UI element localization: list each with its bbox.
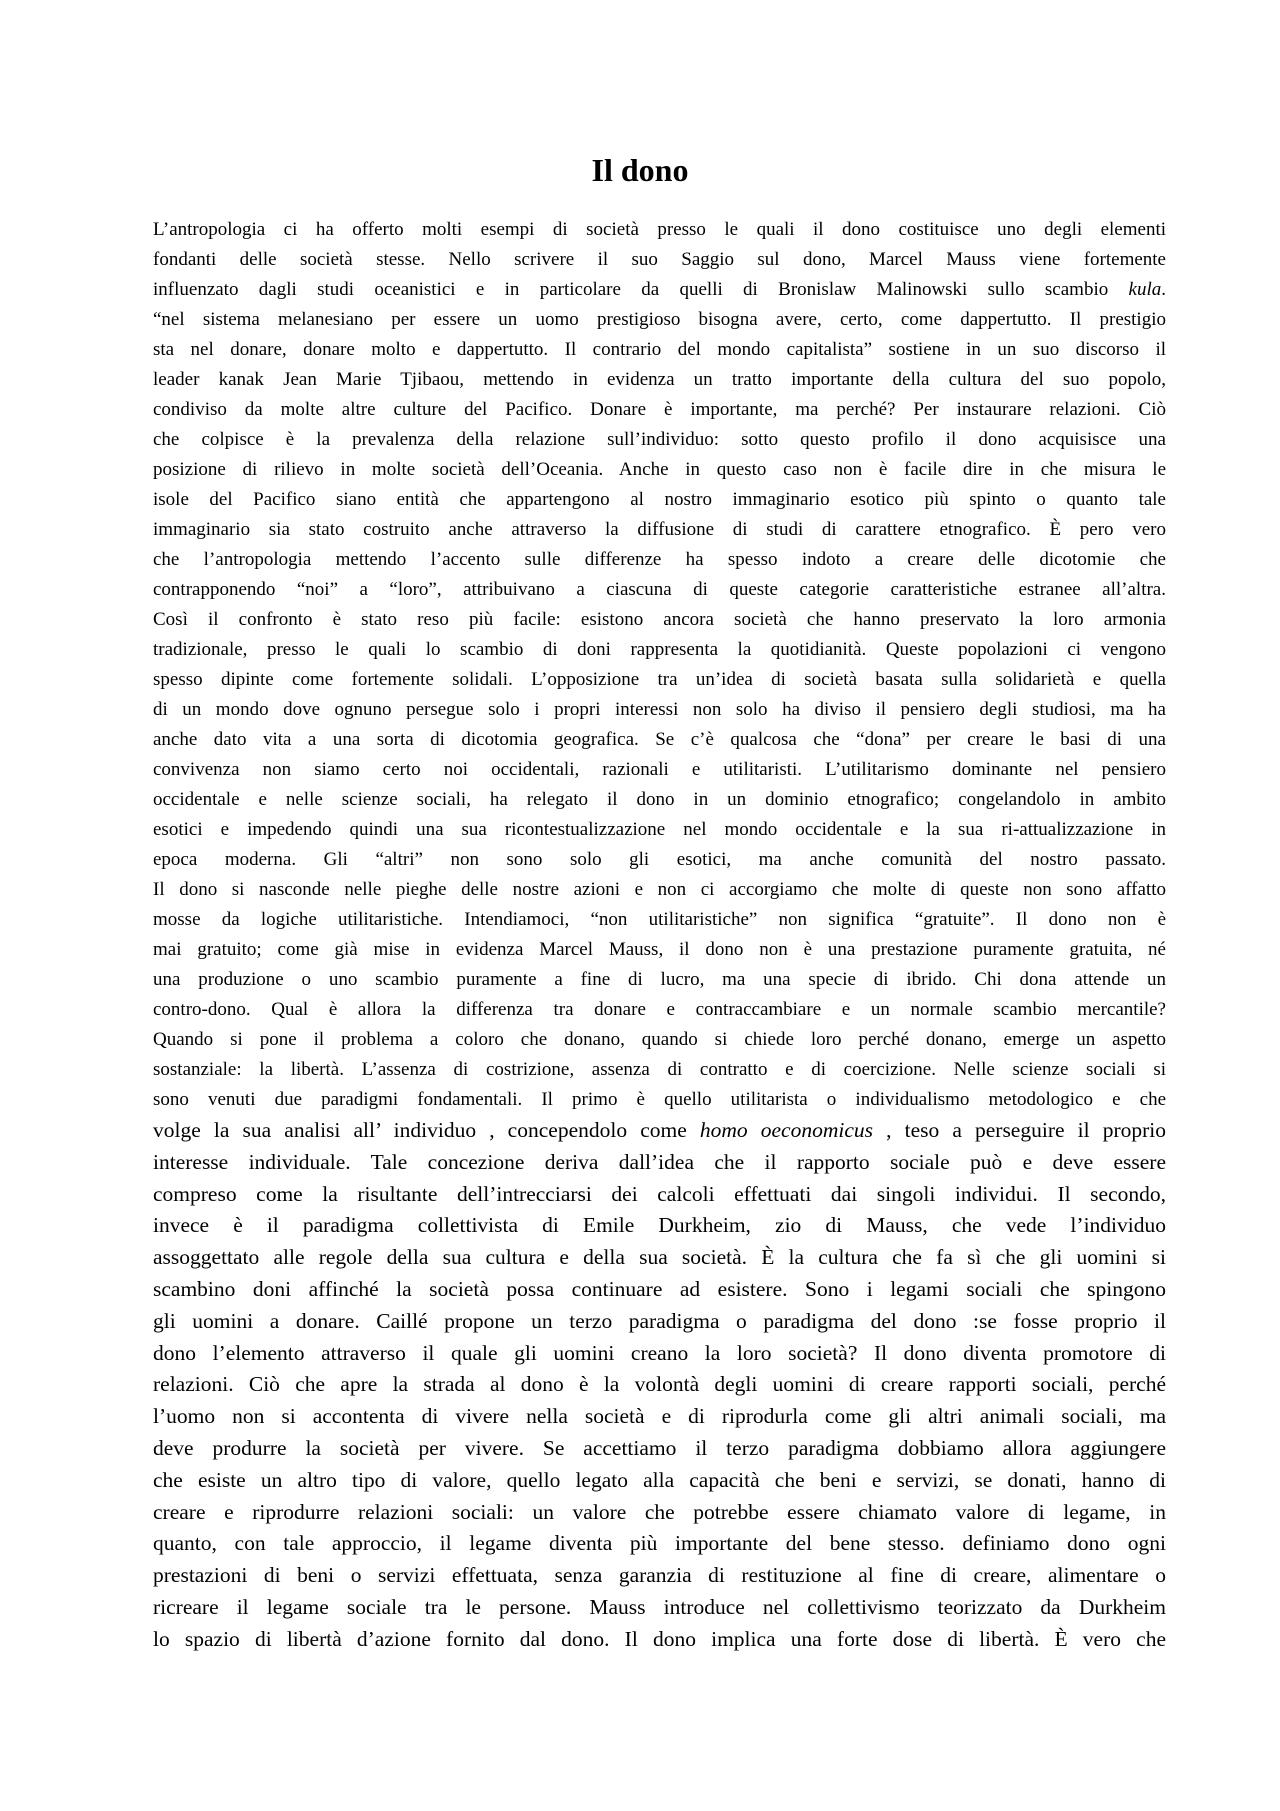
text-line: compreso come la risultante dell’intrecciarsi dei calcoli effettuati dai singoli individui. Il secondo, — [153, 1181, 1166, 1206]
text-segment: influenzato dagli studi oceanistici e in particolare da quelli di Bronislaw Malinowski sullo scambio — [153, 279, 1129, 300]
text-line: isole del Pacifico siano entità che appartengono al nostro immaginario esotico più spinto o quanto tale — [153, 489, 1166, 510]
document-body — [153, 215, 1166, 1656]
text-line: sta nel donare, donare molto e dappertutto. Il contrario del mondo capitalista” sostiene in un suo discorso il — [153, 339, 1166, 360]
text-line: spesso dipinte come fortemente solidali. L’opposizione tra un’idea di società basata sulla solidarietà e quella — [153, 669, 1166, 690]
text-line: L’antropologia ci ha offerto molti esempi di società presso le quali il dono costituisce uno degli elementi — [153, 219, 1166, 240]
text-line — [153, 275, 1166, 305]
text-line — [153, 1115, 1166, 1147]
text-line: leader kanak Jean Marie Tjibaou, mettendo in evidenza un tratto importante della cultura del suo popolo, — [153, 369, 1166, 390]
text-segment: . — [1161, 279, 1166, 300]
text-line: Quando si pone il problema a coloro che donano, quando si chiede loro perché donano, emerge un aspetto — [153, 1029, 1166, 1050]
text-line: di un mondo dove ognuno persegue solo i propri interessi non solo ha diviso il pensiero degli studiosi, ma ha — [153, 699, 1166, 720]
text-line: creare e riprodurre relazioni sociali: un valore che potrebbe essere chiamato valore di legame, in — [153, 1499, 1166, 1524]
text-line: assoggettato alle regole della sua cultura e della sua società. È la cultura che fa sì che gli uomini si — [153, 1245, 1166, 1270]
text-line: anche dato vita a una sorta di dicotomia geografica. Se c’è qualcosa che “dona” per creare le basi di una — [153, 729, 1166, 750]
text-line: epoca moderna. Gli “altri” non sono solo gli esotici, ma anche comunità del nostro passato. — [153, 849, 1166, 870]
text-line: Così il confronto è stato reso più facile: esistono ancora società che hanno preservato la loro armonia — [153, 609, 1166, 630]
text-line: che colpisce è la prevalenza della relazione sull’individuo: sotto questo profilo il dono acquisisce una — [153, 429, 1166, 450]
text-line: deve produrre la società per vivere. Se accettiamo il terzo paradigma dobbiamo allora aggiungere — [153, 1435, 1166, 1460]
text-line: mai gratuito; come già mise in evidenza Marcel Mauss, il dono non è una prestazione puramente gratuita, né — [153, 939, 1166, 960]
text-segment: , teso a perseguire il proprio — [873, 1118, 1166, 1142]
italic-term: kula — [1128, 279, 1162, 300]
text-line: tradizionale, presso le quali lo scambio di doni rappresenta la quotidianità. Queste popolazioni ci vengono — [153, 639, 1166, 660]
text-line: esotici e impedendo quindi una sua ricontestualizzazione nel mondo occidentale e la sua ri-attualizzazione in — [153, 819, 1166, 840]
text-line: quanto, con tale approccio, il legame diventa più importante del bene stesso. definiamo dono ogni — [153, 1531, 1166, 1556]
italic-term: homo oeconomicus — [699, 1118, 873, 1142]
text-line: sostanziale: la libertà. L’assenza di costrizione, assenza di contratto e di coercizione. Nelle scienze sociali si — [153, 1059, 1166, 1080]
text-line: prestazioni di beni o servizi effettuata, senza garanzia di restituzione al fine di creare, alimentare o — [153, 1563, 1166, 1588]
text-line: convivenza non siamo certo noi occidentali, razionali e utilitaristi. L’utilitarismo dominante nel pensiero — [153, 759, 1166, 780]
text-line: lo spazio di libertà d’azione fornito dal dono. Il dono implica una forte dose di libertà. È vero che — [153, 1626, 1166, 1651]
text-line: Il dono si nasconde nelle pieghe delle nostre azioni e non ci accorgiamo che molte di queste non sono affatto — [153, 879, 1166, 900]
text-line: l’uomo non si accontenta di vivere nella società e di riprodurla come gli altri animali sociali, ma — [153, 1404, 1166, 1429]
text-line: sono venuti due paradigmi fondamentali. Il primo è quello utilitarista o individualismo metodologico e che — [153, 1089, 1166, 1110]
text-line: immaginario sia stato costruito anche attraverso la diffusione di studi di carattere etnografico. È pero vero — [153, 519, 1166, 540]
text-line: che esiste un altro tipo di valore, quello legato alla capacità che beni e servizi, se donati, hanno di — [153, 1467, 1166, 1492]
text-line: relazioni. Ciò che apre la strada al dono è la volontà degli uomini di creare rapporti sociali, perché — [153, 1372, 1166, 1397]
text-segment: volge la sua analisi all’ individuo , concependolo come — [153, 1118, 700, 1142]
text-line: invece è il paradigma collettivista di Emile Durkheim, zio di Mauss, che vede l’individuo — [153, 1213, 1166, 1238]
document-title: Il dono — [591, 152, 689, 188]
text-line: interesse individuale. Tale concezione deriva dall’idea che il rapporto sociale può e deve essere — [153, 1149, 1166, 1174]
text-line: fondanti delle società stesse. Nello scrivere il suo Saggio sul dono, Marcel Mauss viene fortemente — [153, 249, 1166, 270]
text-line: una produzione o uno scambio puramente a fine di lucro, ma una specie di ibrido. Chi dona attende un — [153, 969, 1166, 990]
text-line: gli uomini a donare. Caillé propone un terzo paradigma o paradigma del dono :se fosse proprio il — [153, 1308, 1166, 1333]
text-line: che l’antropologia mettendo l’accento sulle differenze ha spesso indoto a creare delle dicotomie che — [153, 549, 1166, 570]
text-line: contrapponendo “noi” a “loro”, attribuivano a ciascuna di queste categorie caratteristiche estranee all’altra. — [153, 579, 1166, 600]
text-line: contro-dono. Qual è allora la differenza tra donare e contraccambiare e un normale scambio mercantile? — [153, 999, 1166, 1020]
text-line: posizione di rilievo in molte società dell’Oceania. Anche in questo caso non è facile dire in che misura le — [153, 459, 1166, 480]
text-line: dono l’elemento attraverso il quale gli uomini creano la loro società? Il dono diventa promotore di — [153, 1340, 1166, 1365]
text-line: condiviso da molte altre culture del Pacifico. Donare è importante, ma perché? Per instaurare relazioni. Ciò — [153, 399, 1166, 420]
text-line: mosse da logiche utilitaristiche. Intendiamoci, “non utilitaristiche” non significa “gratuite”. Il dono non è — [153, 909, 1166, 930]
text-line: occidentale e nelle scienze sociali, ha relegato il dono in un dominio etnografico; congelandolo in ambito — [153, 789, 1166, 810]
text-line: ricreare il legame sociale tra le persone. Mauss introduce nel collettivismo teorizzato da Durkheim — [153, 1594, 1166, 1619]
text-line: scambino doni affinché la società possa continuare ad esistere. Sono i legami sociali che spingono — [153, 1276, 1166, 1301]
text-line: “nel sistema melanesiano per essere un uomo prestigioso bisogna avere, certo, come dappertutto. Il prestigio — [153, 309, 1166, 330]
